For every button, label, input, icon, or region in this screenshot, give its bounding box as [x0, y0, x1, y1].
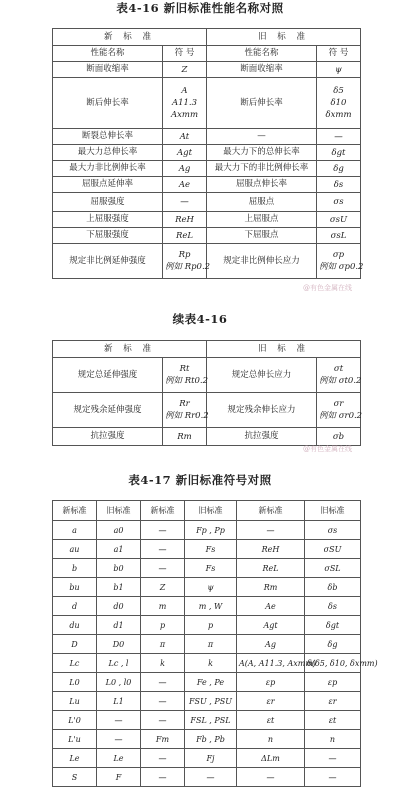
table-row	[53, 78, 361, 129]
symbol-cell: m , W	[185, 597, 237, 616]
column-header: 符 号	[163, 46, 207, 62]
symbol-cell: εt	[305, 711, 361, 730]
symbol-cell: Le	[97, 749, 141, 768]
symbol-cell: k	[185, 654, 237, 673]
symbol-line: Rm	[177, 431, 192, 442]
symbol-cell: —	[305, 749, 361, 768]
symbol-line: Ae	[178, 179, 191, 190]
symbol-cell: Fs	[185, 540, 237, 559]
symbol-cell: εp	[305, 673, 361, 692]
symbol-line: ReH	[175, 214, 194, 225]
symbol-cell: —	[237, 768, 305, 787]
table-row	[53, 129, 361, 145]
symbol-cell: n	[305, 730, 361, 749]
symbol-line: —	[180, 197, 189, 207]
symbol-cell: σs	[305, 521, 361, 540]
symbol-cell: Rm	[237, 578, 305, 597]
symbol-cell: Lu	[53, 692, 97, 711]
symbol-cell: σSL	[305, 559, 361, 578]
symbol-line: δg	[333, 163, 344, 174]
table-4-16-continued-title: 续表4-16	[172, 312, 228, 326]
table-row	[53, 711, 361, 730]
symbol-cell: p	[141, 616, 185, 635]
table-row	[53, 692, 361, 711]
symbol-line: σt	[333, 364, 344, 374]
column-header: 旧标准	[305, 501, 361, 521]
symbol-line: 例如 Rp0.2	[165, 262, 211, 272]
symbol-cell: A(A, A11.3, Axmm)	[237, 654, 305, 673]
new-property-name: 抗拉强度	[53, 428, 163, 446]
symbol-cell: du	[53, 616, 97, 635]
symbol-cell: εr	[237, 692, 305, 711]
symbol-line: Rr	[179, 399, 190, 409]
old-symbol	[317, 228, 361, 244]
old-symbol	[317, 193, 361, 212]
table-4-17-title: 表4-17 新旧标准符号对照	[128, 473, 272, 487]
old-property-name: 规定非比例伸长应力	[207, 244, 317, 279]
new-symbol	[163, 244, 211, 279]
symbol-cell: S	[53, 768, 97, 787]
table-row	[53, 193, 361, 212]
table-row	[53, 654, 361, 673]
new-symbol	[163, 62, 207, 78]
table-4-17	[52, 500, 378, 787]
symbol-cell: L'0	[53, 711, 97, 730]
table-4-16-title: 表4-16 新旧标准性能名称对照	[116, 1, 284, 15]
new-property-name: 断面收缩率	[53, 62, 163, 78]
symbol-cell: m	[141, 597, 185, 616]
symbol-line: Rt	[179, 364, 190, 374]
symbol-cell: bu	[53, 578, 97, 597]
symbol-cell: a0	[97, 521, 141, 540]
old-property-name: 下屈服点	[207, 228, 317, 244]
symbol-line: A11.3	[171, 98, 198, 108]
symbol-cell: D	[53, 635, 97, 654]
symbol-cell: σSU	[305, 540, 361, 559]
table-row	[53, 521, 361, 540]
symbol-cell: D0	[97, 635, 141, 654]
column-header: 旧标准	[185, 501, 237, 521]
symbol-cell: FSU , PSU	[185, 692, 237, 711]
symbol-cell: ΔLm	[237, 749, 305, 768]
new-symbol	[163, 228, 207, 244]
old-symbol	[317, 161, 361, 177]
new-symbol	[163, 145, 207, 161]
symbol-line: Ag	[178, 163, 191, 174]
symbol-line: Axmm	[170, 110, 199, 120]
old-symbol	[317, 428, 361, 446]
symbol-line: Rp	[178, 250, 191, 260]
old-symbol	[317, 393, 361, 428]
table-row	[53, 635, 361, 654]
symbol-cell: δs	[305, 597, 361, 616]
symbol-cell: Le	[53, 749, 97, 768]
symbol-cell: —	[97, 730, 141, 749]
column-header: 新标准	[237, 501, 305, 521]
table-row	[53, 540, 361, 559]
symbol-line: ψ	[335, 64, 342, 75]
symbol-cell: —	[185, 768, 237, 787]
symbol-line: δs	[333, 179, 344, 190]
table-row	[53, 730, 361, 749]
symbol-line: σp	[332, 250, 345, 260]
old-property-name: 规定总伸长应力	[207, 358, 317, 393]
new-symbol	[163, 212, 207, 228]
symbol-cell: π	[141, 635, 185, 654]
header-new-standard: 新 标 准	[53, 341, 207, 358]
symbol-cell: δ(δ5, δ10, δxmm)	[305, 654, 361, 673]
table-row	[53, 559, 361, 578]
symbol-cell: ψ	[185, 578, 237, 597]
old-symbol	[317, 62, 361, 78]
symbol-cell: d	[53, 597, 97, 616]
symbol-cell: —	[141, 692, 185, 711]
old-property-name: 上屈服点	[207, 212, 317, 228]
symbol-cell: Z	[141, 578, 185, 597]
symbol-cell: —	[141, 711, 185, 730]
symbol-cell: εt	[237, 711, 305, 730]
symbol-cell: Ag	[237, 635, 305, 654]
symbol-line: δ5	[333, 86, 344, 96]
symbol-cell: d1	[97, 616, 141, 635]
table-row	[53, 673, 361, 692]
symbol-cell: L'u	[53, 730, 97, 749]
symbol-cell: F	[97, 768, 141, 787]
header-old-standard: 旧 标 准	[207, 341, 361, 358]
old-symbol	[317, 212, 361, 228]
old-property-name: —	[207, 129, 317, 145]
column-header: 性能名称	[53, 46, 163, 62]
symbol-line: σb	[332, 431, 345, 442]
old-symbol	[317, 177, 361, 193]
symbol-cell: Fe , Pe	[185, 673, 237, 692]
table-row	[53, 212, 361, 228]
symbol-cell: b1	[97, 578, 141, 597]
symbol-cell: n	[237, 730, 305, 749]
symbol-cell: π	[185, 635, 237, 654]
new-property-name: 下屈服强度	[53, 228, 163, 244]
symbol-cell: —	[305, 768, 361, 787]
symbol-cell: δg	[305, 635, 361, 654]
new-property-name: 断裂总伸长率	[53, 129, 163, 145]
symbol-cell: ReH	[237, 540, 305, 559]
symbol-line: σsU	[329, 214, 348, 225]
symbol-line: Agt	[177, 147, 192, 158]
symbol-cell: Fb , Pb	[185, 730, 237, 749]
new-property-name: 最大力总伸长率	[53, 145, 163, 161]
new-property-name: 最大力非比例伸长率	[53, 161, 163, 177]
symbol-line: σsL	[330, 230, 347, 241]
header-old-standard: 旧 标 准	[207, 29, 361, 46]
table-row	[53, 228, 361, 244]
symbol-line: A	[181, 86, 188, 96]
table-row	[53, 616, 361, 635]
symbol-cell: δb	[305, 578, 361, 597]
symbol-line: 例如 Rt0.2	[165, 376, 209, 386]
column-header: 新标准	[141, 501, 185, 521]
symbol-cell: Fs	[185, 559, 237, 578]
table-row	[53, 62, 361, 78]
table-row	[53, 161, 361, 177]
symbol-cell: —	[141, 749, 185, 768]
new-property-name: 屈服点延伸率	[53, 177, 163, 193]
symbol-cell: L1	[97, 692, 141, 711]
symbol-line: 例如 σp0.2	[319, 262, 364, 272]
table-row	[53, 428, 361, 446]
symbol-cell: Fp , Pp	[185, 521, 237, 540]
symbol-cell: L0 , l0	[97, 673, 141, 692]
symbol-cell: FSL , PSL	[185, 711, 237, 730]
old-property-name: 屈服点	[207, 193, 317, 212]
table-4-16-continued	[52, 340, 361, 446]
old-symbol	[317, 78, 361, 129]
new-symbol	[163, 161, 207, 177]
table-row	[53, 177, 361, 193]
symbol-line: δ10	[330, 98, 347, 108]
old-symbol	[317, 244, 364, 279]
old-symbol	[317, 129, 361, 145]
new-symbol	[163, 78, 207, 129]
symbol-cell: δgt	[305, 616, 361, 635]
symbol-line: δgt	[331, 147, 346, 158]
symbol-cell: Ae	[237, 597, 305, 616]
column-header: 新标准	[53, 501, 97, 521]
symbol-cell: —	[141, 768, 185, 787]
symbol-cell: Fm	[141, 730, 185, 749]
new-property-name: 断后伸长率	[53, 78, 163, 129]
symbol-cell: b	[53, 559, 97, 578]
symbol-cell: b0	[97, 559, 141, 578]
table-row	[53, 578, 361, 597]
symbol-cell: —	[141, 540, 185, 559]
column-header: 旧标准	[97, 501, 141, 521]
new-symbol	[163, 393, 207, 428]
column-header: 性能名称	[207, 46, 317, 62]
symbol-line: 例如 σr0.2	[319, 411, 363, 421]
symbol-cell: p	[185, 616, 237, 635]
symbol-line: At	[179, 131, 190, 142]
watermark-stamp: @有色金属在线	[303, 284, 352, 292]
symbol-line: 例如 σt0.2	[319, 376, 362, 386]
old-symbol	[317, 358, 361, 393]
old-property-name: 最大力下的总伸长率	[207, 145, 317, 161]
old-property-name: 抗拉强度	[207, 428, 317, 446]
symbol-cell: —	[141, 559, 185, 578]
watermark-stamp-2: @有色金属在线	[303, 445, 352, 453]
symbol-cell: ReL	[237, 559, 305, 578]
symbol-cell: εp	[237, 673, 305, 692]
new-property-name: 规定总延伸强度	[53, 358, 163, 393]
new-property-name: 规定非比例延伸强度	[53, 244, 163, 279]
new-symbol	[163, 129, 207, 145]
new-property-name: 上屈服强度	[53, 212, 163, 228]
new-symbol	[163, 428, 207, 446]
new-symbol	[163, 177, 207, 193]
symbol-cell: Lc , l	[97, 654, 141, 673]
symbol-cell: au	[53, 540, 97, 559]
table-row	[53, 393, 361, 428]
symbol-line: ReL	[175, 230, 194, 241]
old-property-name: 断面收缩率	[207, 62, 317, 78]
old-property-name: 最大力下的非比例伸长率	[207, 161, 317, 177]
new-property-name: 屈服强度	[53, 193, 163, 212]
symbol-line: Z	[181, 64, 188, 75]
symbol-cell: —	[141, 521, 185, 540]
symbol-cell: —	[237, 521, 305, 540]
table-row	[53, 244, 361, 279]
symbol-line: σr	[333, 399, 344, 409]
symbol-line: δxmm	[325, 110, 352, 120]
table-4-16	[52, 28, 364, 279]
new-symbol	[163, 193, 207, 212]
table-row	[53, 597, 361, 616]
symbol-cell: a	[53, 521, 97, 540]
header-new-standard: 新 标 准	[53, 29, 207, 46]
symbol-line: σs	[333, 197, 344, 207]
new-symbol	[163, 358, 207, 393]
symbol-cell: k	[141, 654, 185, 673]
old-property-name: 规定残余伸长应力	[207, 393, 317, 428]
symbol-cell: —	[141, 673, 185, 692]
column-header: 符 号	[317, 46, 361, 62]
symbol-line: —	[334, 131, 343, 142]
symbol-cell: —	[97, 711, 141, 730]
table-row	[53, 145, 361, 161]
old-property-name: 屈服点伸长率	[207, 177, 317, 193]
symbol-cell: Fj	[185, 749, 237, 768]
new-property-name: 规定残余延伸强度	[53, 393, 163, 428]
old-symbol	[317, 145, 361, 161]
old-property-name: 断后伸长率	[207, 78, 317, 129]
symbol-cell: Lc	[53, 654, 97, 673]
symbol-cell: a1	[97, 540, 141, 559]
symbol-line: 例如 Rr0.2	[165, 411, 209, 421]
table-row	[53, 768, 361, 787]
table-row	[53, 749, 361, 768]
table-row	[53, 358, 361, 393]
symbol-cell: Agt	[237, 616, 305, 635]
symbol-cell: d0	[97, 597, 141, 616]
symbol-cell: εr	[305, 692, 361, 711]
symbol-cell: L0	[53, 673, 97, 692]
